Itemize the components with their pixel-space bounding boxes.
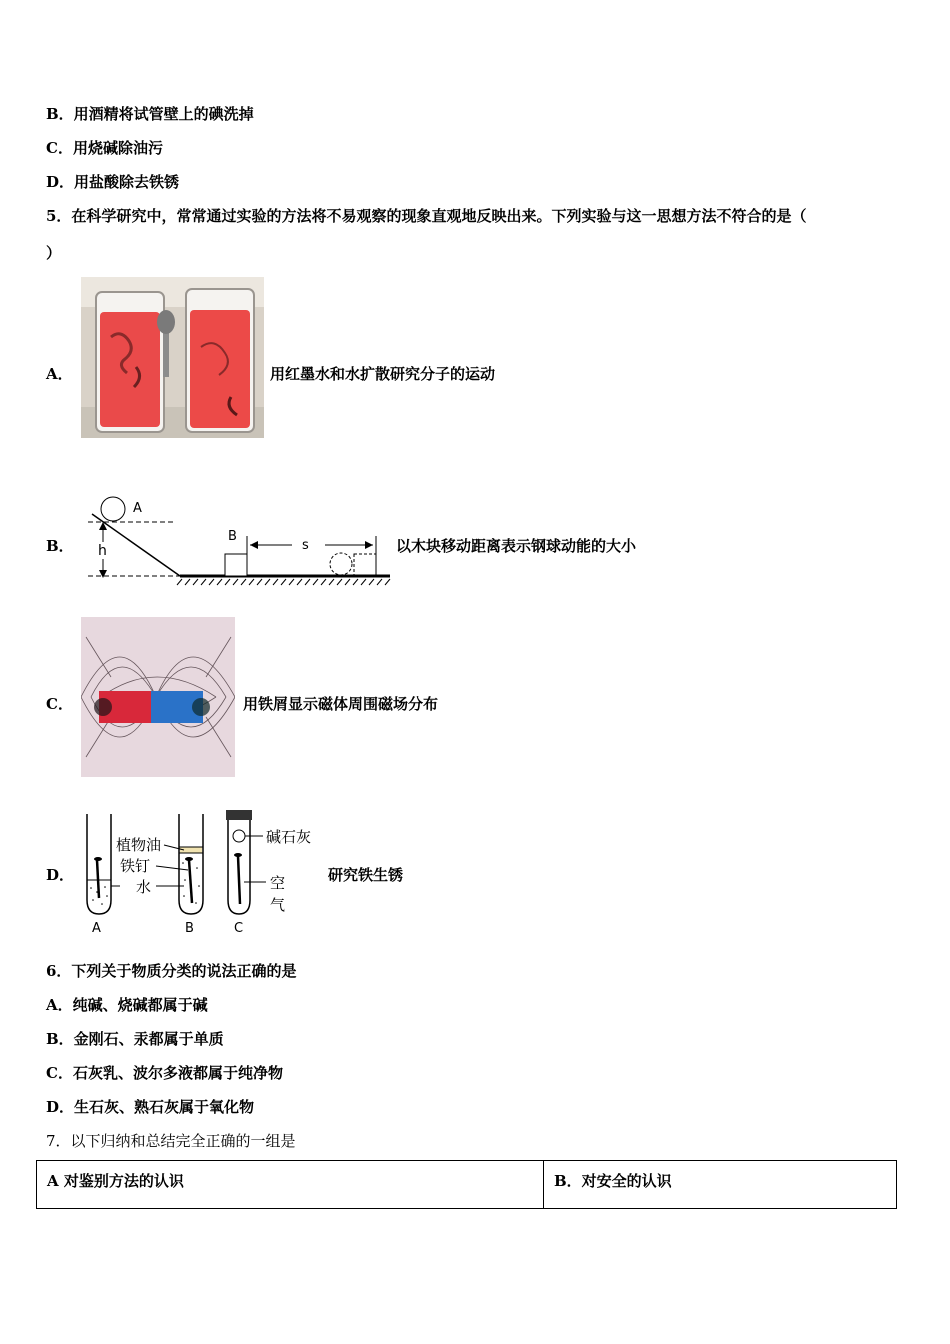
ball-label: A	[133, 501, 142, 516]
q6-option-b: B．金刚石、汞都属于单质	[46, 1030, 224, 1048]
q7-cell-b: B．对安全的认识	[544, 1161, 897, 1209]
q5-option-b-label: B．	[46, 537, 74, 555]
q7-stem: 7．以下归纳和总结完全正确的一组是	[46, 1132, 296, 1150]
q6-option-a: A．纯碱、烧碱都属于碱	[46, 996, 208, 1014]
q6-stem: 6．下列关于物质分类的说法正确的是	[46, 962, 297, 980]
magnet-filings-photo	[81, 617, 235, 777]
q6-option-d: D．生石灰、熟石灰属于氧化物	[46, 1098, 255, 1116]
q5-option-d-text: 研究铁生锈	[328, 866, 404, 884]
q5-option-a-label: A．	[46, 365, 73, 383]
q5-option-c-text: 用铁屑显示磁体周围磁场分布	[243, 695, 439, 713]
lime-label: 碱石灰	[266, 828, 312, 846]
q5-option-a-text: 用红墨水和水扩散研究分子的运动	[270, 365, 496, 383]
oil-label: 植物油	[116, 836, 162, 854]
q5-stem-end: ）	[46, 244, 62, 262]
q5-option-c-label: C．	[46, 695, 73, 713]
tube-b-label: B	[185, 921, 194, 936]
air-label-1: 空	[270, 874, 286, 892]
nail-label: 铁钉	[120, 857, 151, 875]
q7-table	[36, 1160, 897, 1209]
tube-a-label: A	[92, 921, 101, 936]
tube-c-label: C	[234, 921, 244, 936]
option-c-prev: C．用烧碱除油污	[46, 139, 163, 157]
option-d-prev: D．用盐酸除去铁锈	[46, 173, 180, 191]
q7-cell-a: A 对鉴别方法的认识	[37, 1161, 544, 1209]
water-label: 水	[136, 878, 152, 896]
air-label-2: 气	[270, 896, 286, 914]
q5-stem: 5．在科学研究中，常常通过实验的方法将不易观察的现象直观地反映出来。下列实验与这一思想方法不符合的是（	[46, 207, 807, 225]
q6-option-c: C．石灰乳、波尔多液都属于纯净物	[46, 1064, 283, 1082]
iron-rust-test-tubes	[80, 808, 325, 938]
q5-option-d-label: D．	[46, 866, 75, 884]
height-label: h	[98, 543, 107, 559]
block-label: B	[228, 529, 237, 544]
ink-diffusion-photo	[81, 277, 264, 438]
distance-label: s	[302, 538, 309, 553]
q5-option-b-text: 以木块移动距离表示钢球动能的大小	[396, 537, 637, 555]
option-b-prev: B．用酒精将试管壁上的碘洗掉	[46, 105, 254, 123]
incline-block-diagram	[80, 492, 392, 588]
